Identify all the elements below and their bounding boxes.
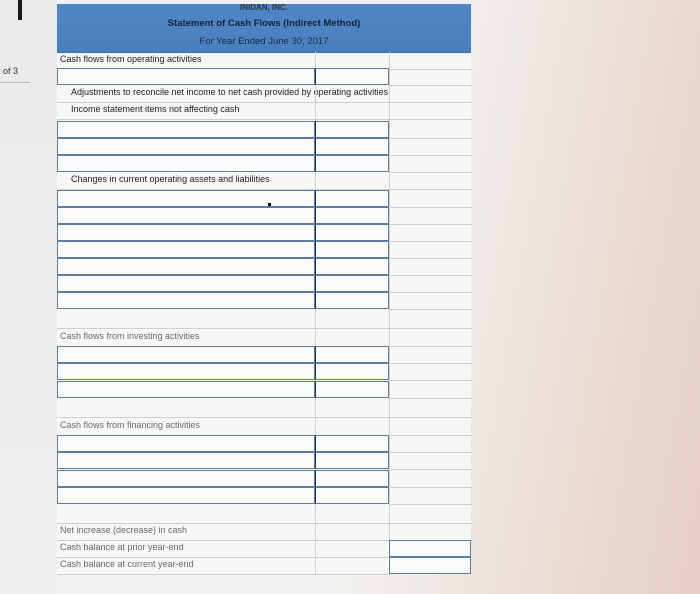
non-cash-items-label: Income statement items not affecting cash <box>71 104 240 114</box>
table-row <box>57 540 471 557</box>
line-item-field[interactable] <box>57 224 315 241</box>
table-row <box>57 400 471 417</box>
amount-field[interactable] <box>315 275 389 292</box>
table-row <box>57 224 471 241</box>
line-item-field[interactable] <box>57 207 315 224</box>
table-row <box>57 275 471 292</box>
table-row <box>57 452 471 469</box>
amount-field[interactable] <box>315 363 389 380</box>
table-row <box>57 311 471 328</box>
line-item-field[interactable] <box>57 121 315 138</box>
statement-header <box>57 4 471 53</box>
table-row <box>57 241 471 258</box>
net-operating-label-field[interactable] <box>57 292 315 309</box>
table-row <box>57 155 471 172</box>
table-row <box>57 207 471 224</box>
ending-balance-field[interactable] <box>389 557 471 574</box>
table-row <box>57 557 471 574</box>
table-row <box>57 470 471 487</box>
table-row <box>57 418 471 435</box>
table-row <box>57 381 471 398</box>
line-item-field[interactable] <box>57 275 315 292</box>
changes-label: Changes in current operating assets and liabilities <box>71 174 270 184</box>
table-row <box>57 52 471 69</box>
investing-section-label: Cash flows from investing activities <box>60 331 200 341</box>
financing-section-label: Cash flows from financing activities <box>60 420 201 430</box>
left-sidebar <box>0 0 57 594</box>
table-row <box>57 435 471 452</box>
table-row <box>57 68 471 85</box>
line-item-field[interactable] <box>57 258 315 275</box>
line-item-field[interactable] <box>57 155 315 172</box>
net-financing-label-field[interactable] <box>57 487 315 504</box>
amount-field[interactable] <box>315 138 389 155</box>
amount-field[interactable] <box>315 241 389 258</box>
ending-balance-label: Cash balance at current year-end <box>60 559 194 569</box>
amount-field[interactable] <box>315 470 389 487</box>
company-name: INIDAN, INC. <box>240 3 288 12</box>
net-change-label: Net increase (decrease) in cash <box>60 525 188 535</box>
amount-field[interactable] <box>315 190 389 207</box>
statement-title: Statement of Cash Flows (Indirect Method) <box>167 18 361 29</box>
page-indicator: of 3 <box>3 66 19 76</box>
table-row <box>57 172 471 189</box>
line-item-field[interactable] <box>57 363 315 380</box>
amount-field[interactable] <box>315 435 389 452</box>
table-row <box>57 258 471 275</box>
table-row <box>57 138 471 155</box>
table-row <box>57 346 471 363</box>
table-row <box>57 506 471 523</box>
line-item-field[interactable] <box>57 346 315 363</box>
amount-field[interactable] <box>315 258 389 275</box>
table-row <box>57 487 471 504</box>
amount-field[interactable] <box>315 155 389 172</box>
line-item-field[interactable] <box>57 452 315 469</box>
net-investing-label-field[interactable] <box>57 381 315 398</box>
table-row <box>57 329 471 346</box>
amount-field[interactable] <box>315 207 389 224</box>
mouse-cursor <box>268 203 271 206</box>
table-row <box>57 523 471 540</box>
cash-flow-worksheet <box>57 4 471 574</box>
table-row <box>57 121 471 138</box>
line-item-field[interactable] <box>57 190 315 207</box>
amount-field[interactable] <box>315 224 389 241</box>
line-item-field[interactable] <box>57 470 315 487</box>
scroll-marker <box>18 0 22 20</box>
table-row <box>57 102 471 119</box>
net-investing-amount-field[interactable] <box>389 381 472 399</box>
table-row <box>57 292 471 309</box>
operating-section-label: Cash flows from operating activities <box>60 54 202 64</box>
amount-field[interactable] <box>315 452 389 469</box>
amount-field[interactable] <box>315 121 389 138</box>
adjustments-label: Adjustments to reconcile net income to net cash provided by operating activities <box>71 87 389 97</box>
net-operating-amount-field[interactable] <box>389 292 472 310</box>
net-income-label-field[interactable] <box>57 68 315 85</box>
beginning-balance-field[interactable] <box>389 540 471 557</box>
statement-period: For Year Ended June 30, 2017 <box>199 36 329 47</box>
line-item-field[interactable] <box>57 435 315 452</box>
page-underline <box>0 82 30 83</box>
line-item-field[interactable] <box>57 241 315 258</box>
table-row <box>57 190 471 207</box>
net-financing-amount-field[interactable] <box>389 487 472 505</box>
net-income-amount-field[interactable] <box>315 68 389 85</box>
line-item-field[interactable] <box>57 138 315 155</box>
beginning-balance-label: Cash balance at prior year-end <box>60 542 184 552</box>
table-row <box>57 85 471 102</box>
table-row <box>57 363 471 380</box>
amount-field[interactable] <box>315 346 389 363</box>
